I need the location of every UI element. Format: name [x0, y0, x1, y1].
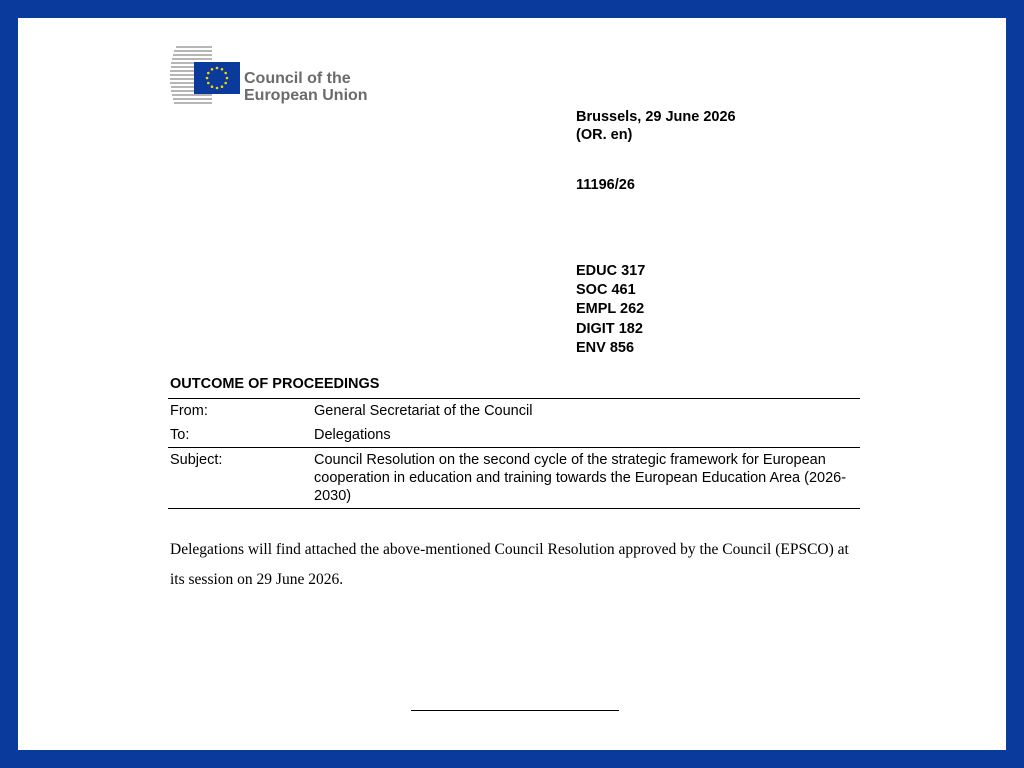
reference-number: 11196/26 — [576, 177, 635, 193]
to-label: To: — [170, 427, 190, 443]
table-row — [168, 423, 860, 448]
outcome-title: OUTCOME OF PROCEEDINGS — [170, 376, 380, 392]
body-paragraph: Delegations will find attached the above-mentioned Council Resolution approved by the Council (EPSCO) at its session on 29 June 2026. — [170, 541, 849, 588]
from-label: From: — [168, 399, 312, 424]
subject-value: Council Resolution on the second cycle of the strategic framework for European cooperation in education and training towards the European Education Area (2026-2030) — [312, 448, 860, 509]
subject-label: Subject: — [168, 448, 312, 509]
document-page — [18, 18, 1006, 750]
to-value: Delegations — [314, 427, 391, 443]
document-date: Brussels, 29 June 2026 — [576, 109, 736, 125]
subject-codes — [576, 262, 645, 358]
logo-line-1: Council of the — [244, 70, 351, 87]
table-row — [168, 448, 860, 509]
from-value: General Secretariat of the Council — [312, 399, 860, 424]
council-logo — [170, 44, 400, 108]
subject-code: DIGIT 182 — [576, 320, 643, 337]
subject-code: EMPL 262 — [576, 301, 645, 318]
subject-code: SOC 461 — [576, 282, 636, 299]
logo-text — [244, 70, 368, 104]
routing-table — [168, 398, 860, 509]
subject-code: EDUC 317 — [576, 263, 646, 279]
original-language: (OR. en) — [576, 127, 633, 143]
logo-line-2: European Union — [244, 87, 368, 104]
subject-code: ENV 856 — [576, 339, 635, 356]
end-divider — [411, 710, 619, 711]
eu-flag-icon — [170, 44, 240, 108]
table-row — [168, 399, 860, 424]
date-block — [576, 108, 736, 144]
